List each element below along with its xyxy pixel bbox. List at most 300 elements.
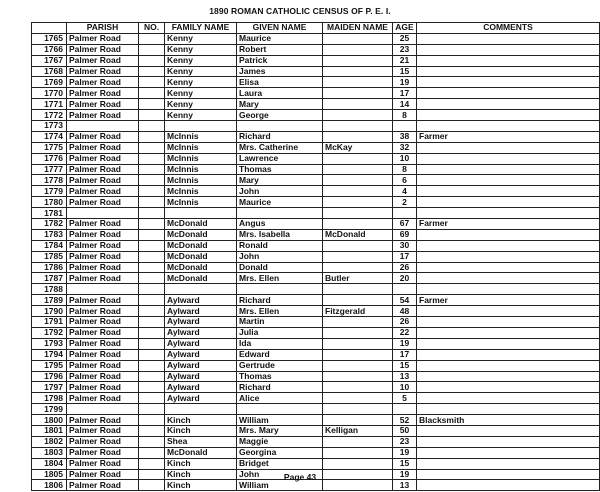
parish-cell: Palmer Road [67,327,139,338]
given-name-cell: Mary [237,99,323,110]
maiden-name-cell [323,327,393,338]
age-cell: 14 [393,99,417,110]
parish-cell: Palmer Road [67,219,139,230]
maiden-name-cell [323,262,393,273]
parish-cell: Palmer Road [67,142,139,153]
maiden-name-cell [323,382,393,393]
given-name-cell: Mrs. Catherine [237,142,323,153]
comments-cell [417,306,600,317]
family-name-cell: Kinch [165,458,237,469]
comments-cell [417,208,600,219]
family-name-cell: Kenny [165,55,237,66]
maiden-name-cell [323,44,393,55]
column-header-family-name: FAMILY NAME [165,23,237,34]
no-cell [139,121,165,132]
column-header-given-name: GIVEN NAME [237,23,323,34]
table-row [32,273,600,284]
age-cell: 22 [393,327,417,338]
comments-cell [417,382,600,393]
row-number: 1782 [32,219,67,230]
family-name-cell: Aylward [165,317,237,328]
comments-cell [417,153,600,164]
comments-cell: Farmer [417,219,600,230]
row-number: 1771 [32,99,67,110]
maiden-name-cell [323,458,393,469]
no-cell [139,153,165,164]
given-name-cell: John [237,186,323,197]
age-cell: 15 [393,458,417,469]
age-cell: 19 [393,447,417,458]
age-cell: 17 [393,251,417,262]
table-row [32,393,600,404]
given-name-cell: Mrs. Isabella [237,229,323,240]
comments-cell [417,458,600,469]
row-number: 1776 [32,153,67,164]
given-name-cell: Laura [237,88,323,99]
family-name-cell [165,284,237,295]
family-name-cell: Kenny [165,88,237,99]
row-number: 1773 [32,121,67,132]
family-name-cell: Aylward [165,371,237,382]
parish-cell: Palmer Road [67,317,139,328]
given-name-cell: Martin [237,317,323,328]
table-row [32,371,600,382]
age-cell: 8 [393,164,417,175]
table-row [32,153,600,164]
table-row [32,404,600,415]
maiden-name-cell [323,131,393,142]
family-name-cell [165,121,237,132]
column-header-comments: COMMENTS [417,23,600,34]
family-name-cell: Aylward [165,295,237,306]
maiden-name-cell [323,240,393,251]
row-number: 1802 [32,436,67,447]
row-number: 1799 [32,404,67,415]
parish-cell [67,284,139,295]
parish-cell: Palmer Road [67,458,139,469]
given-name-cell: Donald [237,262,323,273]
maiden-name-cell [323,371,393,382]
table-row [32,240,600,251]
parish-cell: Palmer Road [67,131,139,142]
family-name-cell: McDonald [165,273,237,284]
parish-cell [67,208,139,219]
family-name-cell: McInnis [165,164,237,175]
no-cell [139,436,165,447]
age-cell: 19 [393,469,417,480]
parish-cell: Palmer Road [67,88,139,99]
age-cell: 17 [393,349,417,360]
no-cell [139,44,165,55]
no-cell [139,349,165,360]
row-number: 1804 [32,458,67,469]
given-name-cell: Julia [237,327,323,338]
age-cell: 52 [393,415,417,426]
no-cell [139,371,165,382]
row-number: 1783 [32,229,67,240]
row-number: 1803 [32,447,67,458]
maiden-name-cell [323,153,393,164]
comments-cell [417,273,600,284]
parish-cell: Palmer Road [67,415,139,426]
maiden-name-cell [323,186,393,197]
family-name-cell [165,208,237,219]
family-name-cell: Kinch [165,480,237,491]
no-cell [139,425,165,436]
table-row [32,175,600,186]
table-row [32,284,600,295]
row-number: 1770 [32,88,67,99]
no-cell [139,131,165,142]
comments-cell [417,55,600,66]
comments-cell [417,371,600,382]
maiden-name-cell [323,66,393,77]
age-cell: 20 [393,273,417,284]
row-number: 1775 [32,142,67,153]
no-cell [139,66,165,77]
maiden-name-cell: Fitzgerald [323,306,393,317]
maiden-name-cell [323,208,393,219]
family-name-cell: McDonald [165,447,237,458]
age-cell: 48 [393,306,417,317]
parish-cell: Palmer Road [67,349,139,360]
row-number: 1777 [32,164,67,175]
given-name-cell [237,208,323,219]
column-header-number [32,23,67,34]
age-cell: 23 [393,44,417,55]
row-number: 1790 [32,306,67,317]
table-row [32,317,600,328]
maiden-name-cell [323,121,393,132]
row-number: 1798 [32,393,67,404]
row-number: 1794 [32,349,67,360]
given-name-cell: Ida [237,338,323,349]
given-name-cell: Georgina [237,447,323,458]
no-cell [139,306,165,317]
family-name-cell: Kenny [165,44,237,55]
comments-cell: Blacksmith [417,415,600,426]
given-name-cell: Maggie [237,436,323,447]
column-header-maiden-name: MAIDEN NAME [323,23,393,34]
table-row [32,186,600,197]
age-cell: 50 [393,425,417,436]
given-name-cell: Richard [237,295,323,306]
no-cell [139,219,165,230]
no-cell [139,360,165,371]
age-cell: 5 [393,393,417,404]
parish-cell: Palmer Road [67,306,139,317]
parish-cell: Palmer Road [67,240,139,251]
no-cell [139,404,165,415]
given-name-cell: Mrs. Mary [237,425,323,436]
comments-cell [417,327,600,338]
maiden-name-cell: McKay [323,142,393,153]
parish-cell: Palmer Road [67,469,139,480]
column-header-no: NO. [139,23,165,34]
age-cell: 2 [393,197,417,208]
maiden-name-cell [323,219,393,230]
maiden-name-cell [323,77,393,88]
comments-cell [417,110,600,121]
row-number: 1786 [32,262,67,273]
given-name-cell: Lawrence [237,153,323,164]
parish-cell: Palmer Road [67,229,139,240]
table-row [32,262,600,273]
age-cell: 54 [393,295,417,306]
given-name-cell: William [237,480,323,491]
table-row [32,251,600,262]
row-number: 1801 [32,425,67,436]
census-table [31,22,600,491]
family-name-cell: McDonald [165,262,237,273]
no-cell [139,197,165,208]
row-number: 1769 [32,77,67,88]
row-number: 1788 [32,284,67,295]
parish-cell: Palmer Road [67,77,139,88]
maiden-name-cell [323,415,393,426]
family-name-cell: Aylward [165,360,237,371]
comments-cell: Farmer [417,131,600,142]
no-cell [139,77,165,88]
row-number: 1785 [32,251,67,262]
comments-cell [417,33,600,44]
given-name-cell [237,121,323,132]
parish-cell: Palmer Road [67,99,139,110]
comments-cell [417,44,600,55]
family-name-cell: Aylward [165,349,237,360]
no-cell [139,229,165,240]
maiden-name-cell [323,295,393,306]
maiden-name-cell [323,404,393,415]
maiden-name-cell: Kelligan [323,425,393,436]
given-name-cell: Mary [237,175,323,186]
parish-cell: Palmer Road [67,338,139,349]
parish-cell: Palmer Road [67,251,139,262]
table-row [32,425,600,436]
row-number: 1772 [32,110,67,121]
parish-cell: Palmer Road [67,262,139,273]
no-cell [139,208,165,219]
age-cell: 19 [393,77,417,88]
comments-cell [417,404,600,415]
maiden-name-cell [323,360,393,371]
no-cell [139,99,165,110]
parish-cell: Palmer Road [67,110,139,121]
table-row [32,121,600,132]
family-name-cell: McDonald [165,251,237,262]
given-name-cell: Mrs. Ellen [237,273,323,284]
row-number: 1793 [32,338,67,349]
age-cell: 17 [393,88,417,99]
no-cell [139,251,165,262]
given-name-cell: Gertrude [237,360,323,371]
age-cell [393,404,417,415]
table-row [32,88,600,99]
row-number: 1781 [32,208,67,219]
comments-cell [417,66,600,77]
table-row [32,295,600,306]
maiden-name-cell [323,88,393,99]
no-cell [139,338,165,349]
maiden-name-cell [323,99,393,110]
row-number: 1765 [32,33,67,44]
given-name-cell: Richard [237,131,323,142]
no-cell [139,262,165,273]
no-cell [139,33,165,44]
table-row [32,197,600,208]
row-number: 1780 [32,197,67,208]
column-header-parish: PARISH [67,23,139,34]
given-name-cell: Angus [237,219,323,230]
row-number: 1795 [32,360,67,371]
family-name-cell: McDonald [165,229,237,240]
parish-cell: Palmer Road [67,480,139,491]
comments-cell [417,360,600,371]
no-cell [139,382,165,393]
no-cell [139,88,165,99]
given-name-cell: Thomas [237,164,323,175]
comments-cell [417,186,600,197]
age-cell: 30 [393,240,417,251]
age-cell: 10 [393,382,417,393]
table-row [32,306,600,317]
comments-cell [417,317,600,328]
maiden-name-cell [323,393,393,404]
family-name-cell: McInnis [165,131,237,142]
maiden-name-cell: Butler [323,273,393,284]
document-title: 1890 ROMAN CATHOLIC CENSUS OF P. E. I. [209,6,391,16]
no-cell [139,240,165,251]
age-cell: 8 [393,110,417,121]
table-row [32,208,600,219]
age-cell: 38 [393,131,417,142]
row-number: 1784 [32,240,67,251]
given-name-cell: Richard [237,382,323,393]
comments-cell [417,447,600,458]
parish-cell [67,404,139,415]
comments-cell [417,284,600,295]
table-row [32,327,600,338]
age-cell [393,208,417,219]
given-name-cell: John [237,469,323,480]
table-row [32,382,600,393]
family-name-cell: Kenny [165,33,237,44]
family-name-cell: McInnis [165,186,237,197]
parish-cell: Palmer Road [67,371,139,382]
age-cell: 21 [393,55,417,66]
row-number: 1806 [32,480,67,491]
age-cell: 13 [393,480,417,491]
table-row [32,66,600,77]
page-number: Page 43 [283,472,317,482]
family-name-cell: McDonald [165,219,237,230]
parish-cell: Palmer Road [67,33,139,44]
given-name-cell: Bridget [237,458,323,469]
no-cell [139,142,165,153]
comments-cell [417,240,600,251]
family-name-cell: McInnis [165,153,237,164]
row-number: 1766 [32,44,67,55]
maiden-name-cell [323,436,393,447]
comments-cell [417,142,600,153]
census-body [32,33,600,490]
age-cell: 25 [393,33,417,44]
row-number: 1767 [32,55,67,66]
table-row [32,164,600,175]
family-name-cell: Kinch [165,469,237,480]
maiden-name-cell [323,338,393,349]
maiden-name-cell [323,349,393,360]
table-row [32,219,600,230]
parish-cell: Palmer Road [67,393,139,404]
given-name-cell: Thomas [237,371,323,382]
parish-cell: Palmer Road [67,382,139,393]
row-number: 1800 [32,415,67,426]
comments-cell [417,229,600,240]
family-name-cell: Kenny [165,110,237,121]
row-number: 1796 [32,371,67,382]
family-name-cell: McDonald [165,240,237,251]
table-row [32,99,600,110]
comments-cell [417,175,600,186]
maiden-name-cell [323,284,393,295]
family-name-cell [165,404,237,415]
header-row [32,23,600,34]
given-name-cell: Edward [237,349,323,360]
age-cell: 15 [393,66,417,77]
table-row [32,55,600,66]
given-name-cell [237,404,323,415]
given-name-cell: Ronald [237,240,323,251]
row-number: 1779 [32,186,67,197]
row-number: 1768 [32,66,67,77]
maiden-name-cell [323,55,393,66]
given-name-cell: George [237,110,323,121]
family-name-cell: Aylward [165,382,237,393]
row-number: 1797 [32,382,67,393]
comments-cell [417,436,600,447]
age-cell: 19 [393,338,417,349]
no-cell [139,284,165,295]
family-name-cell: Kenny [165,99,237,110]
comments-cell [417,197,600,208]
family-name-cell: Kenny [165,77,237,88]
no-cell [139,393,165,404]
given-name-cell: James [237,66,323,77]
comments-cell [417,262,600,273]
table-row [32,44,600,55]
no-cell [139,458,165,469]
age-cell: 69 [393,229,417,240]
no-cell [139,164,165,175]
maiden-name-cell [323,33,393,44]
comments-cell [417,77,600,88]
age-cell: 13 [393,371,417,382]
maiden-name-cell [323,164,393,175]
age-cell: 4 [393,186,417,197]
age-cell: 10 [393,153,417,164]
maiden-name-cell: McDonald [323,229,393,240]
no-cell [139,186,165,197]
table-row [32,77,600,88]
parish-cell: Palmer Road [67,153,139,164]
no-cell [139,327,165,338]
family-name-cell: Shea [165,436,237,447]
comments-cell: Farmer [417,295,600,306]
row-number: 1787 [32,273,67,284]
parish-cell: Palmer Road [67,447,139,458]
row-number: 1791 [32,317,67,328]
